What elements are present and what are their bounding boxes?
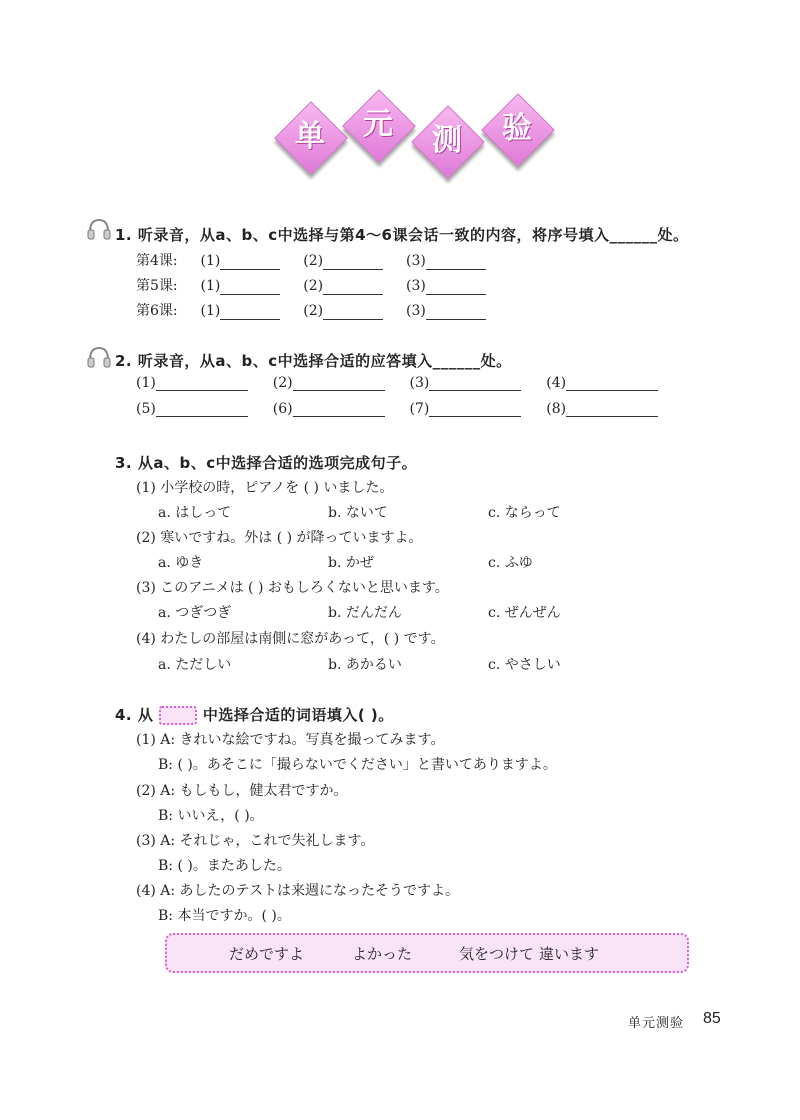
section-2-title: 2. 听录音，从a、b、c中选择合适的应答填入______处。	[115, 352, 512, 370]
word-bank-item[interactable]: だめですよ	[229, 945, 305, 963]
section-4-title	[115, 704, 394, 725]
answer-blank[interactable]	[429, 402, 521, 417]
section-2-row	[136, 401, 658, 417]
option-c[interactable]: c. やさしい	[488, 657, 561, 673]
word-bank	[165, 933, 689, 973]
lesson-label: 第5课:	[136, 278, 178, 294]
headphones-icon	[86, 344, 112, 370]
option-a[interactable]: a. はしって	[158, 505, 232, 521]
section-1-row	[136, 250, 486, 270]
item-number: (1)	[200, 253, 221, 269]
question-text: (1) 小学校の時，ピアノを ( ) いました。	[136, 480, 394, 496]
word-bank-item[interactable]: 気をつけて	[459, 945, 535, 963]
answer-blank[interactable]	[156, 402, 248, 417]
dialogue-line: B: ( )。またあした。	[158, 858, 291, 874]
answer-blank[interactable]	[429, 376, 521, 391]
item-number: (5)	[136, 401, 156, 417]
item-number: (1)	[136, 375, 156, 391]
item-number: (3)	[409, 375, 430, 391]
answer-blank[interactable]	[323, 280, 383, 295]
item-number: (2)	[303, 278, 324, 294]
section-1-row	[136, 275, 486, 295]
section-1-title: 1. 听录音，从a、b、c中选择与第4～6课会话一致的内容，将序号填入______处。	[115, 226, 689, 244]
dialogue-line: (1) A: きれいな絵ですね。写真を撮ってみます。	[136, 732, 445, 748]
title-char: 测	[432, 123, 462, 158]
item-number: (3)	[406, 303, 426, 319]
section-2-row	[136, 375, 658, 391]
section-4-title-prefix: 4. 从	[115, 706, 154, 724]
item-number: (2)	[272, 375, 293, 391]
word-bank-item[interactable]: 違います	[539, 945, 600, 963]
option-b[interactable]: b. あかるい	[328, 657, 402, 673]
item-number: (2)	[303, 253, 324, 269]
option-c[interactable]: c. ぜんぜん	[488, 605, 561, 621]
answer-blank[interactable]	[566, 402, 658, 417]
answer-blank[interactable]	[426, 280, 486, 295]
section-3-title: 3. 从a、b、c中选择合适的选项完成句子。	[115, 454, 418, 472]
option-c[interactable]: c. ならって	[488, 505, 561, 521]
section-4-title-suffix: 中选择合适的词语填入( )。	[202, 706, 394, 724]
item-number: (8)	[546, 401, 567, 417]
question-text: (2) 寒いですね。外は ( ) が降っていますよ。	[136, 530, 423, 546]
option-b[interactable]: b. かぜ	[328, 555, 374, 571]
dialogue-line: B: いいえ，( )。	[158, 808, 264, 824]
option-b[interactable]: b. ないて	[328, 505, 388, 521]
question-text: (4) わたしの部屋は南側に窓があって，( ) です。	[136, 631, 445, 647]
answer-blank[interactable]	[156, 376, 248, 391]
unit-test-title	[270, 100, 570, 180]
title-char: 元	[363, 107, 393, 142]
answer-blank[interactable]	[566, 376, 658, 391]
item-number: (7)	[409, 401, 430, 417]
item-number: (2)	[303, 303, 324, 319]
answer-blank[interactable]	[220, 255, 280, 270]
item-number: (1)	[200, 278, 221, 294]
section-1-row	[136, 300, 486, 320]
dialogue-line: B: ( )。あそこに「撮らないでください」と書いてありますよ。	[158, 757, 557, 773]
question-text: (3) このアニメは ( ) おもしろくないと思います。	[136, 580, 449, 596]
answer-blank[interactable]	[426, 305, 486, 320]
item-number: (3)	[406, 253, 426, 269]
item-number: (1)	[200, 303, 221, 319]
lesson-label: 第4课:	[136, 253, 178, 269]
word-bank-marker	[159, 706, 197, 725]
answer-blank[interactable]	[426, 255, 486, 270]
answer-blank[interactable]	[293, 402, 385, 417]
item-number: (6)	[272, 401, 293, 417]
footer-section-title: 单元测验	[628, 1016, 685, 1031]
title-char: 验	[502, 111, 532, 146]
option-a[interactable]: a. ゆき	[158, 555, 204, 571]
option-a[interactable]: a. つぎつぎ	[158, 605, 232, 621]
answer-blank[interactable]	[220, 305, 280, 320]
item-number: (3)	[406, 278, 426, 294]
item-number: (4)	[546, 375, 567, 391]
dialogue-line: B: 本当ですか。( )。	[158, 908, 291, 924]
dialogue-line: (4) A: あしたのテストは来週になったそうですよ。	[136, 883, 459, 899]
option-b[interactable]: b. だんだん	[328, 605, 402, 621]
answer-blank[interactable]	[323, 255, 383, 270]
headphones-icon	[86, 216, 112, 242]
option-c[interactable]: c. ふゆ	[488, 555, 533, 571]
dialogue-line: (2) A: もしもし，健太君ですか。	[136, 783, 348, 799]
lesson-label: 第6课:	[136, 303, 178, 319]
answer-blank[interactable]	[323, 305, 383, 320]
option-a[interactable]: a. ただしい	[158, 657, 232, 673]
answer-blank[interactable]	[220, 280, 280, 295]
dialogue-line: (3) A: それじゃ，これで失礼します。	[136, 833, 375, 849]
title-char: 单	[295, 119, 325, 154]
answer-blank[interactable]	[293, 376, 385, 391]
word-bank-item[interactable]: よかった	[352, 945, 413, 963]
page-number: 85	[703, 1010, 721, 1027]
